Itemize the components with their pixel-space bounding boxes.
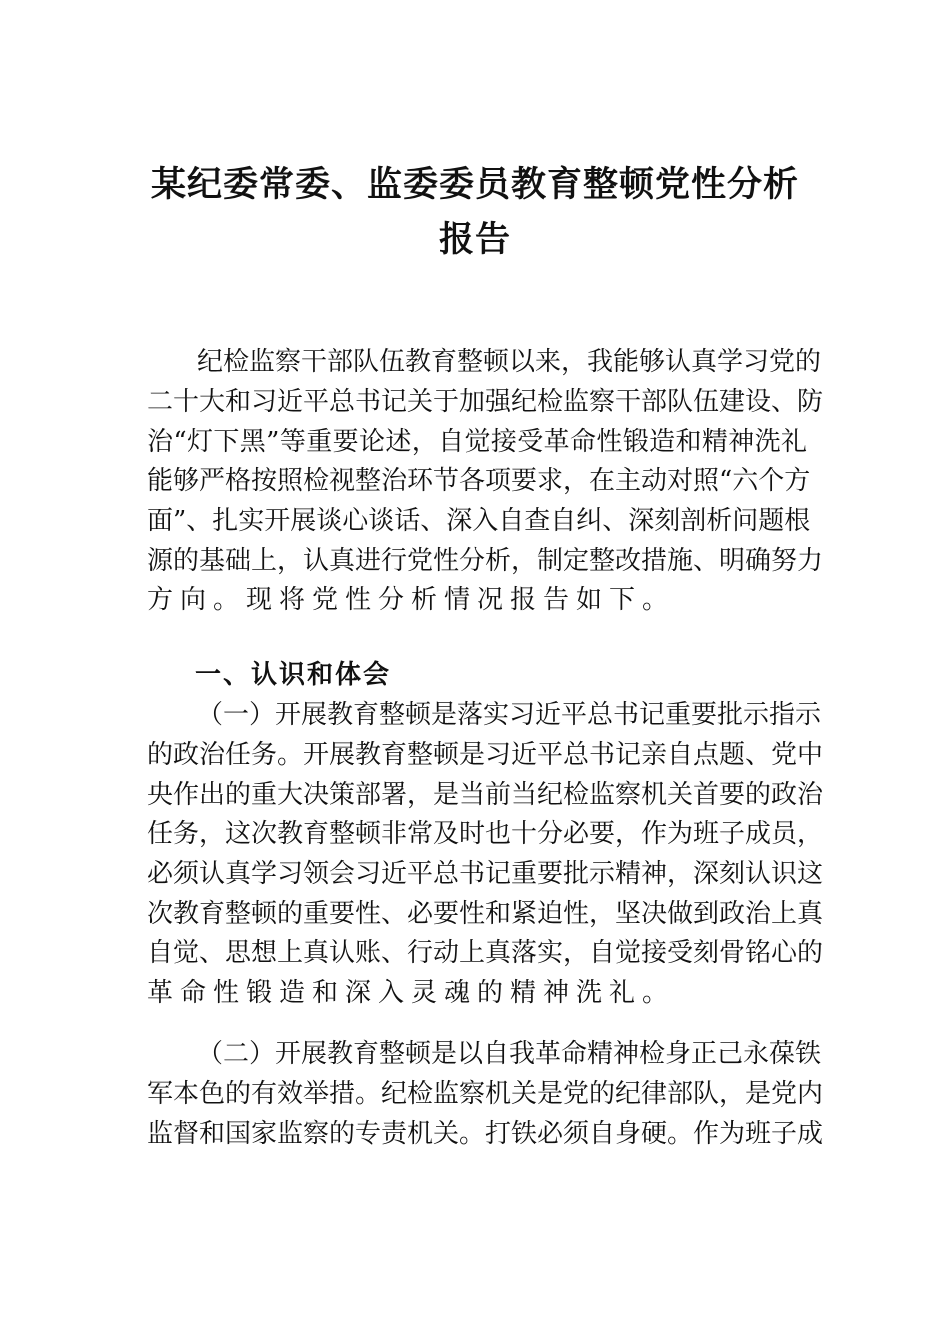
text-line: 任务，这次教育整顿非常及时也十分必要，作为班子成员， [147,819,824,849]
text-line: 治“灯下黑”等重要论述，自觉接受革命性锻造和精神洗礼 [147,427,807,457]
text-line: 监督和国家监察的专责机关。打铁必须自身硬。作为班子成 [147,1119,824,1149]
document-title-line-2: 报告 [438,219,511,260]
text-line: （二）开展教育整顿是以自我革命精神检身正己永葆铁 [197,1039,822,1069]
text-line: 的政治任务。开展教育整顿是习近平总书记亲自点题、党中 [147,740,824,770]
text-line: 革命性锻造和深入灵魂的精神洗礼。 [147,978,676,1008]
document-title-line-1: 某纪委常委、监委委员教育整顿党性分析 [150,164,799,205]
text-line: 二十大和习近平总书记关于加强纪检监察干部队伍建设、防 [147,387,824,417]
text-line: 方向。现将党性分析情况报告如下。 [147,585,676,615]
section-heading: 一、认识和体会 [195,660,392,690]
text-line: 自觉、思想上真认账、行动上真落实，自觉接受刻骨铭心的 [147,938,824,968]
text-line: 必须认真学习领会习近平总书记重要批示精神，深刻认识这 [147,859,824,889]
text-line: 源的基础上，认真进行党性分析，制定整改措施、明确努力 [147,546,824,576]
text-line: 军本色的有效举措。纪检监察机关是党的纪律部队，是党内 [147,1079,824,1109]
text-line: 纪检监察干部队伍教育整顿以来，我能够认真学习党的 [197,347,822,377]
text-line: 能够严格按照检视整治环节各项要求，在主动对照“六个方 [147,466,811,496]
text-line: 次教育整顿的重要性、必要性和紧迫性，坚决做到政治上真 [147,899,824,929]
text-line: 面”、扎实开展谈心谈话、深入自查自纠、深刻剖析问题根 [147,506,811,536]
text-line: 央作出的重大决策部署，是当前当纪检监察机关首要的政治 [147,780,824,810]
text-line: （一）开展教育整顿是落实习近平总书记重要批示指示 [197,700,822,730]
